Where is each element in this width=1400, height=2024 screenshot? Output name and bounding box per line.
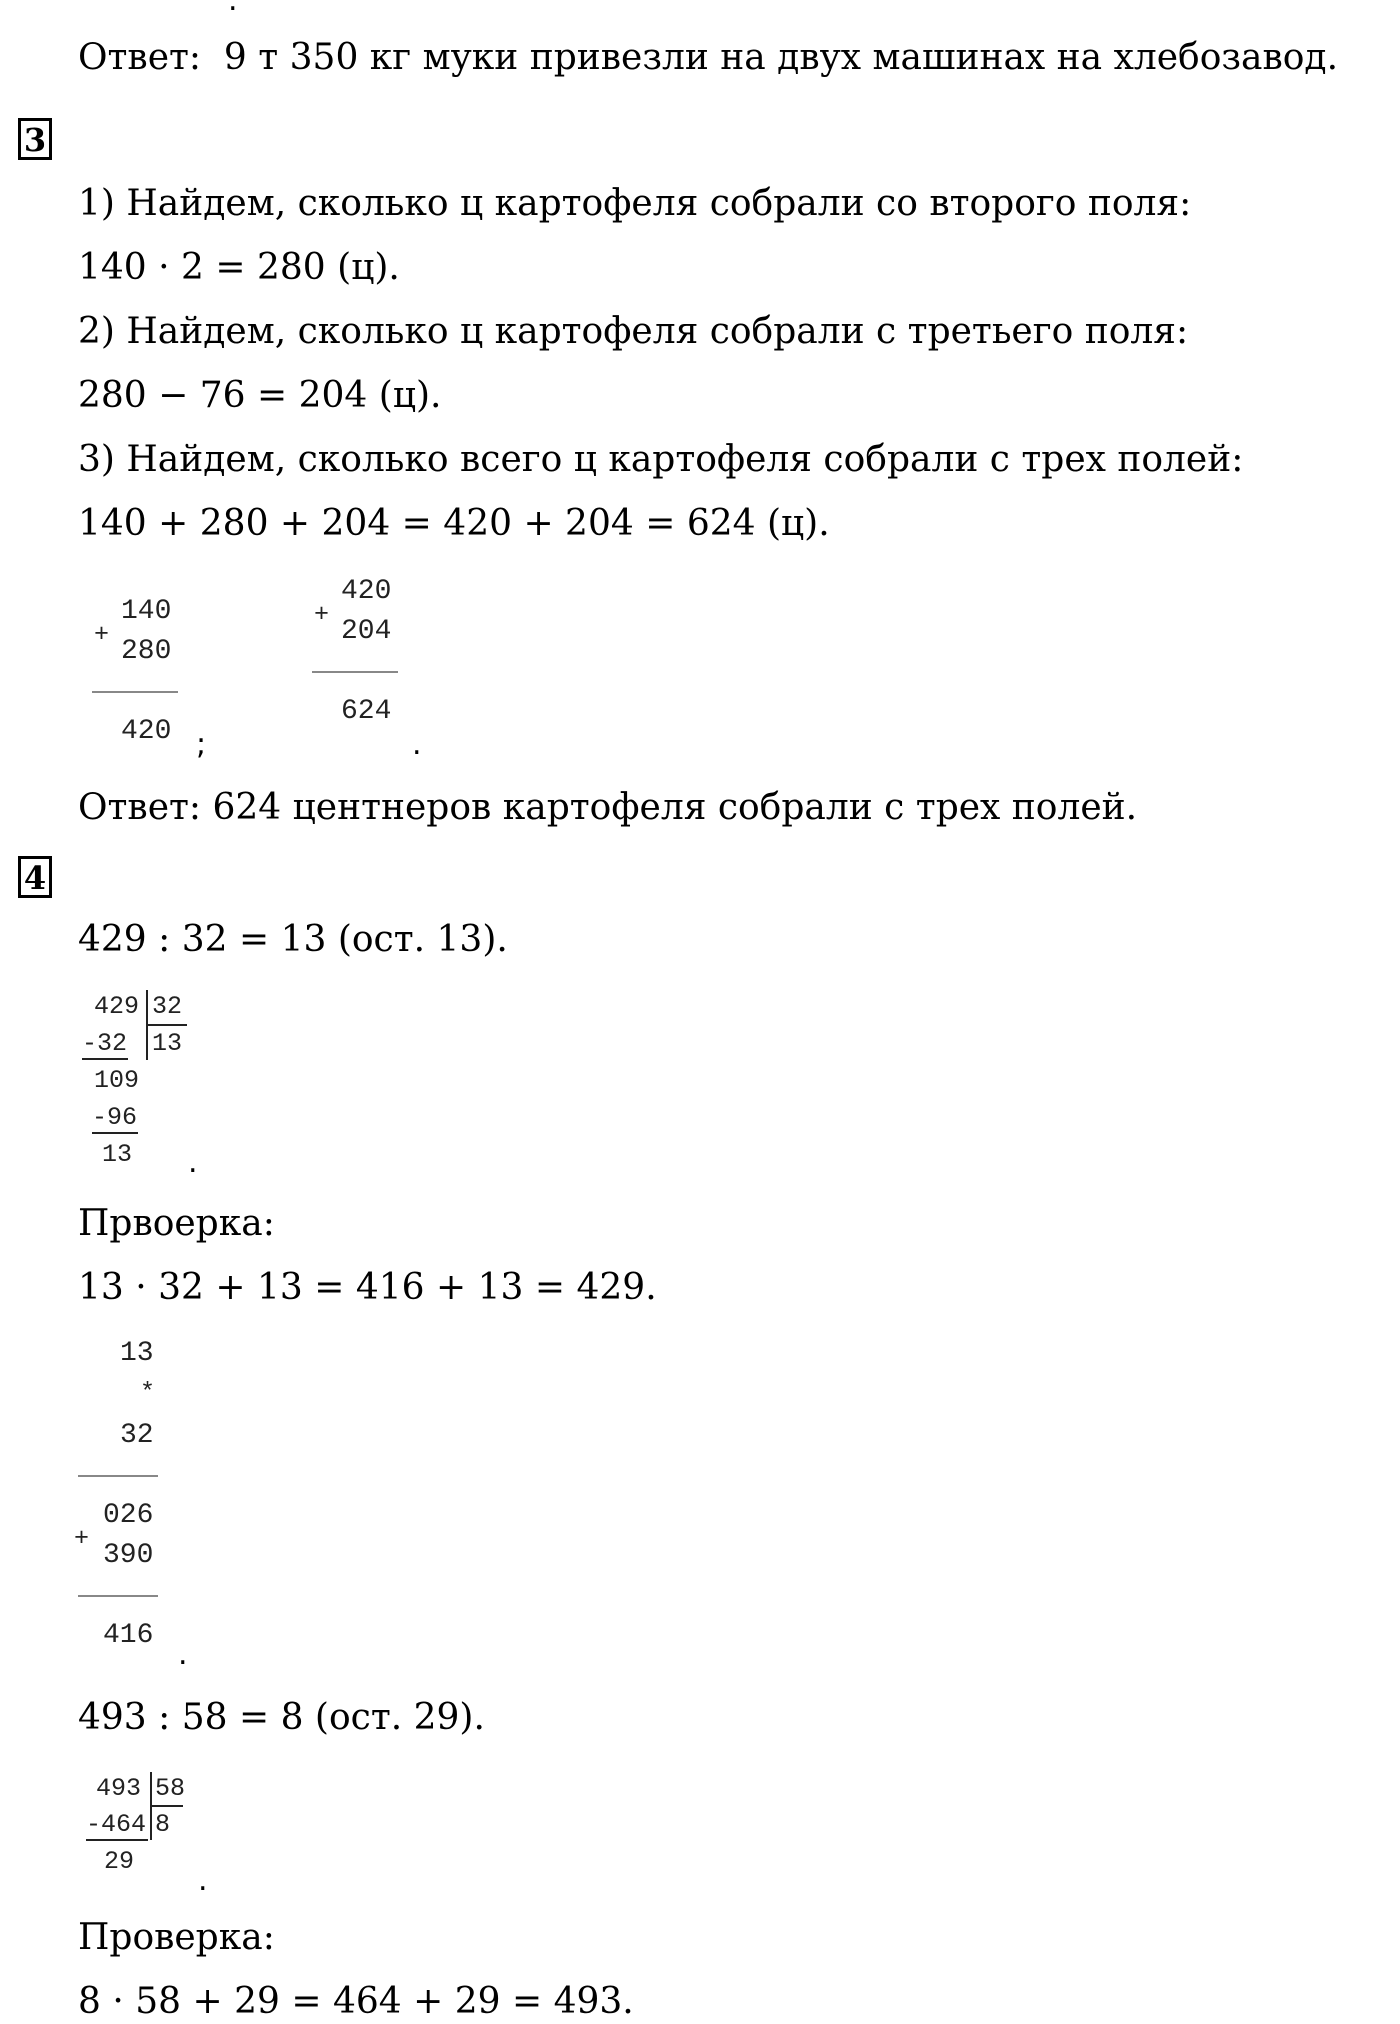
division-1-quotient: 13 xyxy=(152,1029,183,1058)
addition-1-result: 420 xyxy=(121,716,172,747)
task-number-4: 4 xyxy=(18,856,52,898)
addition-1-bottom: 280 xyxy=(121,636,172,667)
check-1-equation: 13 · 32 + 13 = 416 + 13 = 429. xyxy=(78,1267,657,1308)
task-number-3: 3 xyxy=(18,118,52,160)
division-1-remainder: 13 xyxy=(102,1140,133,1169)
check-2-label: Проверка: xyxy=(78,1917,275,1958)
multiplication-result: 416 xyxy=(103,1620,154,1651)
division-2-divisor-rule xyxy=(151,1805,183,1807)
multiplication-partial-2: 390 xyxy=(103,1540,154,1571)
check-2-equation: 8 · 58 + 29 = 464 + 29 = 493. xyxy=(78,1981,634,2022)
stray-dot: . xyxy=(228,0,238,18)
division-2-rule xyxy=(86,1839,148,1841)
division-2-equation: 493 : 58 = 8 (ост. 29). xyxy=(78,1697,485,1738)
multiplication-plus: + xyxy=(74,1524,90,1553)
section2-answer: Ответ: 9 т 350 кг муки привезли на двух машинах на хлебозавод. xyxy=(78,37,1339,78)
step1-text: 1) Найдем, сколько ц картофеля собрали со второго поля: xyxy=(78,183,1192,224)
division-1-partial: 109 xyxy=(94,1066,140,1095)
addition-1-rule xyxy=(92,691,178,693)
step3-text: 3) Найдем, сколько всего ц картофеля собрали с трех полей: xyxy=(78,439,1244,480)
division-1-subtract-1: -32 xyxy=(82,1029,128,1058)
multiplication-dot: . xyxy=(178,1637,188,1672)
division-2-remainder: 29 xyxy=(104,1847,135,1876)
division-1-subtract-2: -96 xyxy=(92,1103,138,1132)
division-1-equation: 429 : 32 = 13 (ост. 13). xyxy=(78,919,508,960)
addition-1-sign: + xyxy=(94,620,110,649)
division-1-dividend: 429 xyxy=(94,992,140,1021)
step2-text: 2) Найдем, сколько ц картофеля собрали с третьего поля: xyxy=(78,311,1189,352)
division-2-dividend: 493 xyxy=(96,1774,142,1803)
multiplication-rule-2 xyxy=(78,1595,158,1597)
multiplication-rule-1 xyxy=(78,1475,158,1477)
addition-1-semicolon: ; xyxy=(196,727,207,762)
addition-2-dot: . xyxy=(412,727,422,762)
division-1-divisor: 32 xyxy=(152,992,183,1021)
addition-2-rule xyxy=(312,671,398,673)
addition-2-result: 624 xyxy=(341,696,392,727)
division-2-dot: . xyxy=(198,1863,208,1898)
division-1-dot: . xyxy=(188,1145,198,1180)
check-1-label: Првоерка: xyxy=(78,1203,275,1244)
multiplication-top: 13 xyxy=(120,1338,154,1369)
division-2-quotient: 8 xyxy=(155,1810,171,1839)
division-1-rule-2 xyxy=(92,1132,138,1134)
addition-1-top: 140 xyxy=(121,596,172,627)
equation-3: 140 + 280 + 204 = 420 + 204 = 624 (ц). xyxy=(78,503,830,544)
division-2-subtract: -464 xyxy=(86,1810,147,1839)
equation-1: 140 · 2 = 280 (ц). xyxy=(78,247,400,288)
division-2-divisor: 58 xyxy=(155,1774,186,1803)
multiplication-partial-1: 026 xyxy=(103,1500,154,1531)
addition-2-top: 420 xyxy=(341,576,392,607)
multiplication-bottom: 32 xyxy=(120,1420,154,1451)
addition-2-sign: + xyxy=(314,600,330,629)
division-1-divisor-rule xyxy=(147,1024,187,1026)
equation-2: 280 − 76 = 204 (ц). xyxy=(78,375,442,416)
division-1-rule-1 xyxy=(82,1058,128,1060)
multiplication-sign: * xyxy=(140,1378,156,1407)
section3-answer: Ответ: 624 центнеров картофеля собрали с трех полей. xyxy=(78,787,1138,828)
addition-2-bottom: 204 xyxy=(341,616,392,647)
